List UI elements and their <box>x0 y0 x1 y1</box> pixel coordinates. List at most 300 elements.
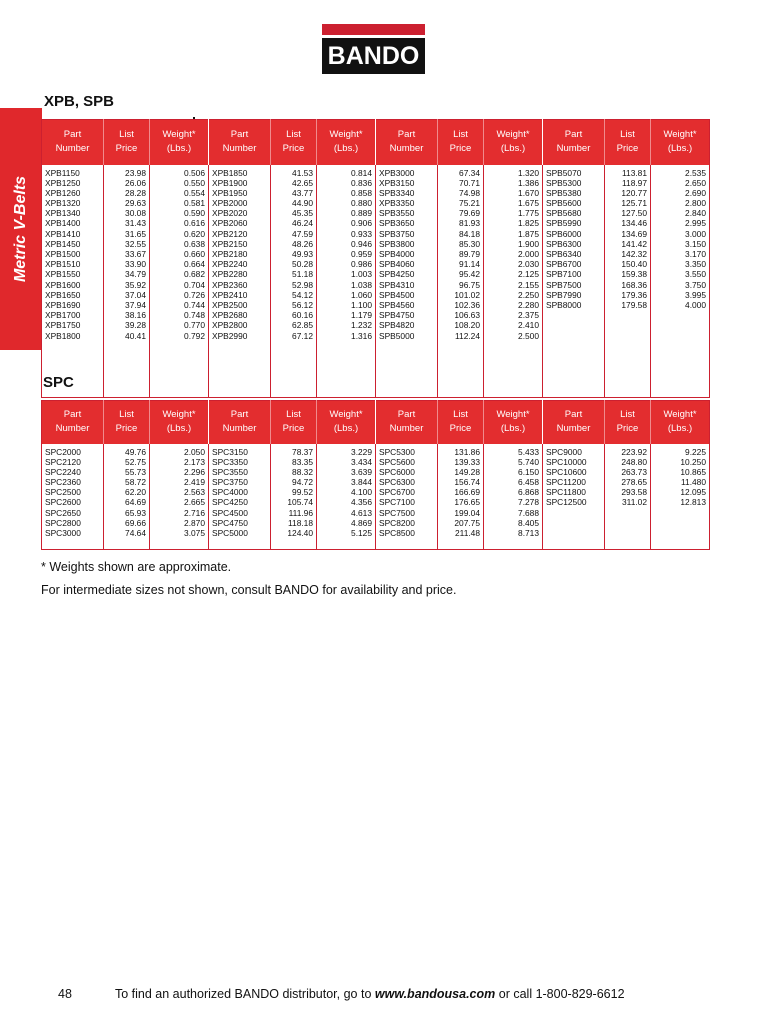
weight-cell: 7.278 <box>518 497 539 508</box>
header-line: Number <box>556 423 591 435</box>
list-price-cell: 48.26 <box>292 238 313 249</box>
weight-cell: 3.150 <box>685 238 706 249</box>
part-number-column <box>376 444 438 550</box>
part-number-cell: SPB6000 <box>546 228 582 239</box>
list-price-cell: 54.12 <box>292 289 313 300</box>
list-price-cell: 149.28 <box>454 466 480 477</box>
header-line: Weight* <box>162 129 196 141</box>
weight-cell: 9.225 <box>685 446 706 457</box>
part-number-cell: XPB1320 <box>45 198 81 209</box>
header-line: Weight* <box>663 409 697 421</box>
header-weight <box>150 120 209 165</box>
part-number-cell: SPC2000 <box>45 446 81 457</box>
part-number-cell: XPB2800 <box>212 320 248 331</box>
weight-cell: 0.581 <box>184 198 205 209</box>
part-number-cell: XPB2150 <box>212 238 248 249</box>
weight-cell: 2.690 <box>685 187 706 198</box>
list-price-cell: 105.74 <box>287 497 313 508</box>
header-part-number <box>376 401 438 444</box>
header-line: Price <box>282 423 305 435</box>
weight-cell: 2.840 <box>685 208 706 219</box>
weight-cell: 2.296 <box>184 466 205 477</box>
list-price-cell: 42.65 <box>292 177 313 188</box>
list-price-column <box>104 444 150 550</box>
weight-cell: 2.250 <box>518 289 539 300</box>
part-number-cell: XPB1550 <box>45 269 81 280</box>
list-price-cell: 102.36 <box>454 299 480 310</box>
weight-cell: 0.946 <box>351 238 372 249</box>
page-number: 48 <box>58 987 72 1001</box>
header-line: (Lbs.) <box>500 423 526 435</box>
header-line: Number <box>55 423 90 435</box>
weight-cell: 0.792 <box>184 330 205 341</box>
list-price-cell: 43.77 <box>292 187 313 198</box>
part-number-cell: SPB4000 <box>379 249 415 259</box>
weight-column <box>651 165 710 398</box>
part-number-cell: SPC8500 <box>379 528 415 538</box>
weight-cell: 0.620 <box>184 228 205 239</box>
header-line: Part <box>63 409 82 421</box>
list-price-column <box>438 165 484 398</box>
weight-cell: 1.775 <box>518 208 539 219</box>
weight-cell: 1.875 <box>518 228 539 239</box>
header-line: Part <box>230 129 249 141</box>
logo-wordmark: BANDO <box>322 38 425 74</box>
weight-cell: 2.000 <box>518 249 539 259</box>
list-price-cell: 62.85 <box>292 320 313 331</box>
weight-cell: 2.419 <box>184 477 205 488</box>
list-price-cell: 293.58 <box>621 487 647 498</box>
weight-cell: 1.320 <box>518 167 539 178</box>
header-line: Number <box>556 143 591 155</box>
part-number-cell: SPC2360 <box>45 477 81 488</box>
list-price-cell: 74.98 <box>459 187 480 198</box>
weight-cell: 1.825 <box>518 218 539 229</box>
header-list-price <box>605 401 651 444</box>
list-price-cell: 37.94 <box>125 299 146 310</box>
part-number-cell: SPB5300 <box>546 177 582 188</box>
header-part-number <box>543 401 605 444</box>
part-number-cell: SPB6700 <box>546 259 582 270</box>
weight-cell: 0.858 <box>351 187 372 198</box>
list-price-cell: 150.40 <box>621 259 647 270</box>
section-title-spc: SPC <box>43 374 74 391</box>
header-list-price <box>271 120 317 165</box>
weight-column <box>484 444 543 550</box>
list-price-cell: 51.18 <box>292 269 313 280</box>
weight-cell: 2.280 <box>518 299 539 310</box>
list-price-cell: 108.20 <box>454 320 480 331</box>
list-price-cell: 95.42 <box>459 269 480 280</box>
part-number-cell: SPC5000 <box>212 528 248 538</box>
part-number-cell: SPC2120 <box>45 456 81 467</box>
part-number-cell: XPB1340 <box>45 208 81 219</box>
header-line: (Lbs.) <box>667 143 693 155</box>
part-number-cell: SPB5380 <box>546 187 582 198</box>
part-number-cell: SPC4500 <box>212 507 248 518</box>
header-line: Price <box>449 143 472 155</box>
list-price-cell: 99.52 <box>292 487 313 498</box>
part-number-cell: XPB1450 <box>45 238 81 249</box>
weight-cell: 0.770 <box>184 320 205 331</box>
header-line: (Lbs.) <box>667 423 693 435</box>
weight-cell: 6.868 <box>518 487 539 498</box>
list-price-cell: 52.98 <box>292 279 313 290</box>
weight-cell: 5.125 <box>351 528 372 538</box>
weight-cell: 1.670 <box>518 187 539 198</box>
part-number-cell: XPB2410 <box>212 289 248 300</box>
part-number-cell: SPB4250 <box>379 269 415 280</box>
part-number-cell: XPB1400 <box>45 218 81 229</box>
part-number-cell: SPC2500 <box>45 487 81 498</box>
weight-column <box>484 165 543 398</box>
list-price-cell: 39.28 <box>125 320 146 331</box>
part-number-cell: XPB1500 <box>45 249 81 259</box>
list-price-cell: 45.35 <box>292 208 313 219</box>
part-number-cell: SPC2240 <box>45 466 81 477</box>
weight-cell: 1.003 <box>351 269 372 280</box>
weight-cell: 0.814 <box>351 167 372 178</box>
weight-cell: 5.740 <box>518 456 539 467</box>
part-number-cell: SPB3750 <box>379 228 415 239</box>
header-line: List <box>119 409 134 421</box>
list-price-cell: 263.73 <box>621 466 647 477</box>
weight-cell: 0.836 <box>351 177 372 188</box>
weight-cell: 1.060 <box>351 289 372 300</box>
part-number-cell: XPB2060 <box>212 218 248 229</box>
header-weight <box>317 401 376 444</box>
header-part-number <box>209 401 271 444</box>
part-number-cell: XPB3000 <box>379 167 415 178</box>
part-number-cell: XPB2020 <box>212 208 248 219</box>
part-number-cell: XPB2240 <box>212 259 248 270</box>
list-price-cell: 64.69 <box>125 497 146 508</box>
part-number-cell: SPC7100 <box>379 497 415 508</box>
weight-cell: 0.660 <box>184 249 205 259</box>
weight-cell: 6.458 <box>518 477 539 488</box>
list-price-cell: 179.36 <box>621 289 647 300</box>
weight-cell: 0.959 <box>351 249 372 259</box>
part-number-cell: SPC3000 <box>45 528 81 538</box>
part-number-cell: SPB7500 <box>546 279 582 290</box>
part-number-column <box>376 165 438 398</box>
list-price-cell: 131.86 <box>454 446 480 457</box>
weight-cell: 0.889 <box>351 208 372 219</box>
list-price-cell: 91.14 <box>459 259 480 270</box>
weight-cell: 3.350 <box>685 259 706 270</box>
list-price-cell: 41.53 <box>292 167 313 178</box>
list-price-column <box>605 444 651 550</box>
part-number-cell: SPB5600 <box>546 198 582 209</box>
list-price-cell: 223.92 <box>621 446 647 457</box>
weight-column <box>651 444 710 550</box>
list-price-cell: 156.74 <box>454 477 480 488</box>
header-list-price <box>104 120 150 165</box>
header-line: Part <box>63 129 82 141</box>
header-line: Number <box>222 143 257 155</box>
list-price-cell: 38.16 <box>125 310 146 321</box>
list-price-cell: 49.93 <box>292 249 313 259</box>
weight-cell: 0.550 <box>184 177 205 188</box>
part-number-column <box>42 444 104 550</box>
part-number-cell: XPB2120 <box>212 228 248 239</box>
header-line: Part <box>564 129 583 141</box>
header-line: Number <box>222 423 257 435</box>
weight-cell: 2.650 <box>685 177 706 188</box>
list-price-cell: 49.76 <box>125 446 146 457</box>
weight-cell: 5.433 <box>518 446 539 457</box>
list-price-cell: 207.75 <box>454 517 480 528</box>
header-part-number <box>543 120 605 165</box>
header-line: List <box>620 129 635 141</box>
header-part-number <box>42 401 104 444</box>
part-number-cell: SPC8200 <box>379 517 415 528</box>
weight-cell: 12.095 <box>680 487 706 498</box>
list-price-cell: 176.65 <box>454 497 480 508</box>
header-line: (Lbs.) <box>333 423 359 435</box>
part-number-cell: SPB3650 <box>379 218 415 229</box>
part-number-cell: XPB1950 <box>212 187 248 198</box>
weight-cell: 2.870 <box>184 517 205 528</box>
list-price-cell: 23.98 <box>125 167 146 178</box>
list-price-column <box>104 165 150 398</box>
weight-cell: 4.000 <box>685 299 706 310</box>
list-price-cell: 29.63 <box>125 198 146 209</box>
list-price-cell: 81.93 <box>459 218 480 229</box>
part-number-cell: SPB5990 <box>546 218 582 229</box>
part-number-column <box>543 444 605 550</box>
weight-cell: 1.179 <box>351 310 372 321</box>
list-price-cell: 106.63 <box>454 310 480 321</box>
header-line: Weight* <box>329 409 363 421</box>
weight-cell: 2.050 <box>184 446 205 457</box>
header-line: Price <box>115 143 138 155</box>
part-number-cell: SPB8000 <box>546 299 582 310</box>
weight-cell: 3.075 <box>184 528 205 538</box>
part-number-column <box>543 165 605 398</box>
weight-cell: 2.716 <box>184 507 205 518</box>
part-number-cell: XPB2280 <box>212 269 248 280</box>
weight-cell: 2.375 <box>518 310 539 321</box>
weight-cell: 3.844 <box>351 477 372 488</box>
part-number-cell: SPB6340 <box>546 249 582 259</box>
list-price-cell: 52.75 <box>125 456 146 467</box>
weights-note: * Weights shown are approximate. <box>41 560 232 574</box>
header-line: List <box>620 409 635 421</box>
list-price-cell: 32.55 <box>125 238 146 249</box>
part-number-cell: XPB1510 <box>45 259 81 270</box>
part-number-cell: SPC3750 <box>212 477 248 488</box>
weight-cell: 3.550 <box>685 269 706 280</box>
header-line: List <box>453 129 468 141</box>
header-list-price <box>438 401 484 444</box>
part-number-cell: XPB1700 <box>45 310 81 321</box>
part-number-cell: SPB4060 <box>379 259 415 270</box>
logo-red-bar <box>322 24 425 35</box>
header-line: (Lbs.) <box>500 143 526 155</box>
header-line: (Lbs.) <box>166 143 192 155</box>
list-price-cell: 33.90 <box>125 259 146 270</box>
list-price-cell: 83.35 <box>292 456 313 467</box>
header-line: Number <box>389 143 424 155</box>
header-line: Number <box>55 143 90 155</box>
list-price-cell: 37.04 <box>125 289 146 300</box>
list-price-cell: 35.92 <box>125 279 146 290</box>
header-line: List <box>286 129 301 141</box>
list-price-cell: 47.59 <box>292 228 313 239</box>
list-price-cell: 166.69 <box>454 487 480 498</box>
weight-cell: 3.229 <box>351 446 372 457</box>
list-price-cell: 120.77 <box>621 187 647 198</box>
list-price-cell: 33.67 <box>125 249 146 259</box>
header-line: Price <box>616 423 639 435</box>
weight-cell: 1.900 <box>518 238 539 249</box>
header-line: List <box>119 129 134 141</box>
part-number-cell: XPB2180 <box>212 249 248 259</box>
header-line: Weight* <box>496 129 530 141</box>
part-number-cell: SPC6300 <box>379 477 415 488</box>
list-price-cell: 125.71 <box>621 198 647 209</box>
weight-cell: 1.232 <box>351 320 372 331</box>
list-price-cell: 88.32 <box>292 466 313 477</box>
list-price-cell: 96.75 <box>459 279 480 290</box>
list-price-cell: 74.64 <box>125 528 146 538</box>
weight-cell: 0.744 <box>184 299 205 310</box>
header-line: Weight* <box>663 129 697 141</box>
part-number-cell: SPC5600 <box>379 456 415 467</box>
side-tab-label: Metric V-Belts <box>12 175 29 283</box>
weight-cell: 0.664 <box>184 259 205 270</box>
header-line: Weight* <box>496 409 530 421</box>
part-number-column <box>42 165 104 398</box>
list-price-cell: 40.41 <box>125 330 146 341</box>
list-price-cell: 56.12 <box>292 299 313 310</box>
part-number-cell: SPC4250 <box>212 497 248 508</box>
header-line: (Lbs.) <box>333 143 359 155</box>
header-line: Part <box>397 409 416 421</box>
weight-cell: 7.688 <box>518 507 539 518</box>
weight-cell: 4.356 <box>351 497 372 508</box>
list-price-cell: 111.96 <box>288 507 313 518</box>
part-number-cell: SPB5000 <box>379 330 415 341</box>
header-line: Part <box>397 129 416 141</box>
list-price-cell: 78.37 <box>292 446 313 457</box>
intermediate-sizes-note: For intermediate sizes not shown, consult BANDO for availability and price. <box>41 583 457 597</box>
list-price-column <box>271 165 317 398</box>
header-line: Weight* <box>329 129 363 141</box>
weight-column <box>317 444 376 550</box>
part-number-cell: XPB1690 <box>45 299 81 310</box>
list-price-cell: 139.33 <box>454 456 480 467</box>
part-number-cell: SPB7100 <box>546 269 582 280</box>
weight-cell: 1.675 <box>518 198 539 209</box>
part-number-cell: XPB1650 <box>45 289 81 300</box>
weight-cell: 0.704 <box>184 279 205 290</box>
list-price-cell: 142.32 <box>621 249 647 259</box>
footer-text-after: or call 1-800-829-6612 <box>498 987 625 1001</box>
weight-cell: 3.750 <box>685 279 706 290</box>
header-weight <box>651 120 710 165</box>
weight-cell: 10.250 <box>680 456 706 467</box>
part-number-cell: XPB2990 <box>212 330 248 341</box>
list-price-cell: 113.81 <box>622 167 647 178</box>
header-weight <box>317 120 376 165</box>
list-price-cell: 94.72 <box>292 477 313 488</box>
header-part-number <box>376 120 438 165</box>
footer-url-link[interactable]: www.bandousa.com <box>374 987 496 1001</box>
part-number-cell: SPC10600 <box>546 466 587 477</box>
weight-cell: 4.613 <box>351 507 372 518</box>
weight-cell: 2.410 <box>518 320 539 331</box>
header-list-price <box>271 401 317 444</box>
list-price-cell: 26.06 <box>125 177 146 188</box>
weight-cell: 4.100 <box>351 487 372 498</box>
part-number-cell: SPB4820 <box>379 320 415 331</box>
weight-cell: 0.726 <box>184 289 205 300</box>
weight-cell: 1.386 <box>518 177 539 188</box>
part-number-cell: XPB1800 <box>45 330 81 341</box>
list-price-column <box>271 444 317 550</box>
weight-cell: 2.665 <box>184 497 205 508</box>
section-title-xpb-spb: XPB, SPB <box>44 93 115 110</box>
weight-cell: 2.535 <box>685 167 706 178</box>
header-list-price <box>438 120 484 165</box>
part-number-cell: XPB1250 <box>45 177 81 188</box>
part-number-cell: SPC5300 <box>379 446 415 457</box>
footer-text-before: To find an authorized BANDO distributor, go to <box>115 987 372 1001</box>
part-number-cell: SPB7990 <box>546 289 582 300</box>
part-number-cell: XPB1260 <box>45 187 81 198</box>
list-price-cell: 211.48 <box>455 528 480 538</box>
weight-cell: 0.682 <box>184 269 205 280</box>
weight-cell: 1.038 <box>351 279 372 290</box>
part-number-cell: SPB3550 <box>379 208 415 219</box>
part-number-cell: SPB6300 <box>546 238 582 249</box>
list-price-column <box>438 444 484 550</box>
part-number-cell: SPC3550 <box>212 466 248 477</box>
part-number-cell: SPB3340 <box>379 187 415 198</box>
part-number-cell: XPB2500 <box>212 299 248 310</box>
header-line: Price <box>282 143 305 155</box>
weight-cell: 0.638 <box>184 238 205 249</box>
weight-cell: 0.906 <box>351 218 372 229</box>
part-number-cell: XPB2360 <box>212 279 248 290</box>
part-number-cell: SPC4750 <box>212 517 248 528</box>
header-line: Price <box>115 423 138 435</box>
list-price-column <box>605 165 651 398</box>
part-number-cell: XPB1410 <box>45 228 81 239</box>
list-price-cell: 199.04 <box>454 507 480 518</box>
xpb-spb-price-table <box>41 119 710 398</box>
weight-cell: 2.563 <box>184 487 205 498</box>
list-price-cell: 118.97 <box>622 177 647 188</box>
header-line: List <box>453 409 468 421</box>
header-weight <box>484 401 543 444</box>
list-price-cell: 79.69 <box>459 208 480 219</box>
list-price-cell: 311.02 <box>622 497 647 508</box>
header-line: Number <box>389 423 424 435</box>
list-price-cell: 75.21 <box>459 198 480 209</box>
weight-cell: 2.155 <box>518 279 539 290</box>
part-number-cell: SPB3800 <box>379 238 415 249</box>
list-price-cell: 55.73 <box>125 466 146 477</box>
list-price-cell: 84.18 <box>459 228 480 239</box>
list-price-cell: 179.58 <box>621 299 647 310</box>
weight-cell: 8.713 <box>518 528 539 538</box>
footer-contact <box>115 987 625 1001</box>
weight-cell: 2.995 <box>685 218 706 229</box>
weight-cell: 12.813 <box>680 497 706 508</box>
